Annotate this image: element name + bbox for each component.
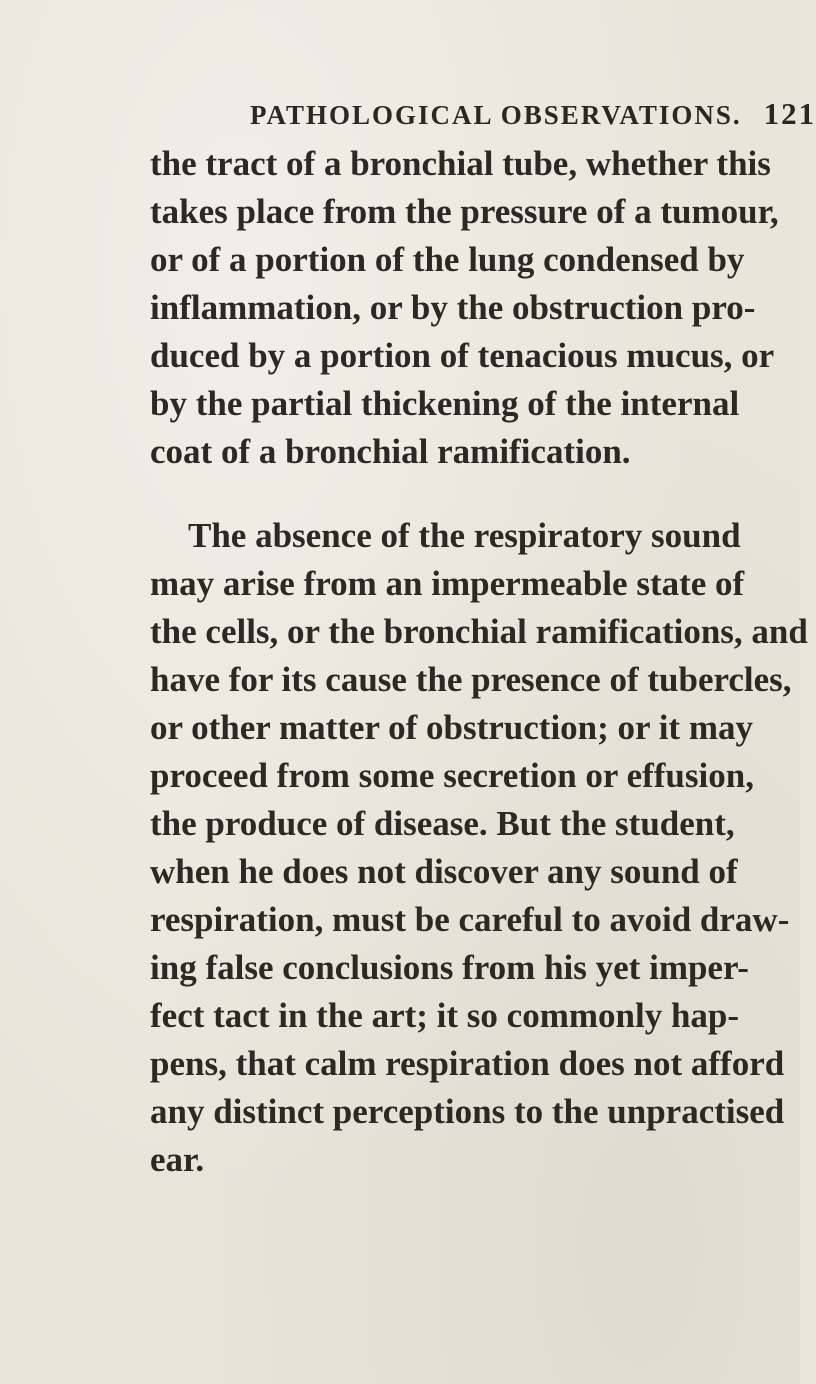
text-line: have for its cause the presence of tubercles,: [150, 660, 792, 699]
paragraph-2: [150, 512, 808, 1184]
text-line: proceed from some secretion or effusion,: [150, 756, 754, 795]
text-line: or other matter of obstruction; or it may: [150, 708, 753, 747]
paragraph-1: [150, 140, 779, 476]
page-number: 121: [763, 96, 816, 131]
text-line: any distinct perceptions to the unpractised: [150, 1092, 785, 1131]
text-line: pens, that calm respiration does not afford: [150, 1044, 785, 1083]
body-text: [150, 140, 808, 1184]
text-line: or of a portion of the lung condensed by: [150, 240, 745, 279]
text-line: duced by a portion of tenacious mucus, or: [150, 336, 775, 375]
text-line: the tract of a bronchial tube, whether this: [150, 144, 771, 183]
text-line: The absence of the respiratory sound: [188, 516, 741, 555]
text-line: takes place from the pressure of a tumour,: [150, 192, 779, 231]
text-line: may arise from an impermeable state of: [150, 564, 745, 603]
text-line: fect tact in the art; it so commonly hap-: [150, 996, 740, 1035]
text-line: respiration, must be careful to avoid draw-: [150, 900, 790, 939]
text-line: ear.: [150, 1140, 205, 1179]
text-line: the produce of disease. But the student,: [150, 804, 735, 843]
paragraph-gap: [150, 476, 680, 512]
text-line: coat of a bronchial ramification.: [150, 432, 631, 471]
text-line: when he does not discover any sound of: [150, 852, 738, 891]
text-line: the cells, or the bronchial ramifications, and: [150, 612, 808, 651]
text-line: by the partial thickening of the internal: [150, 384, 740, 423]
text-line: ing false conclusions from his yet imper-: [150, 948, 749, 987]
text-line: inflammation, or by the obstruction pro-: [150, 288, 756, 327]
running-head: [250, 96, 816, 132]
running-head-title: PATHOLOGICAL OBSERVATIONS.: [250, 100, 742, 130]
